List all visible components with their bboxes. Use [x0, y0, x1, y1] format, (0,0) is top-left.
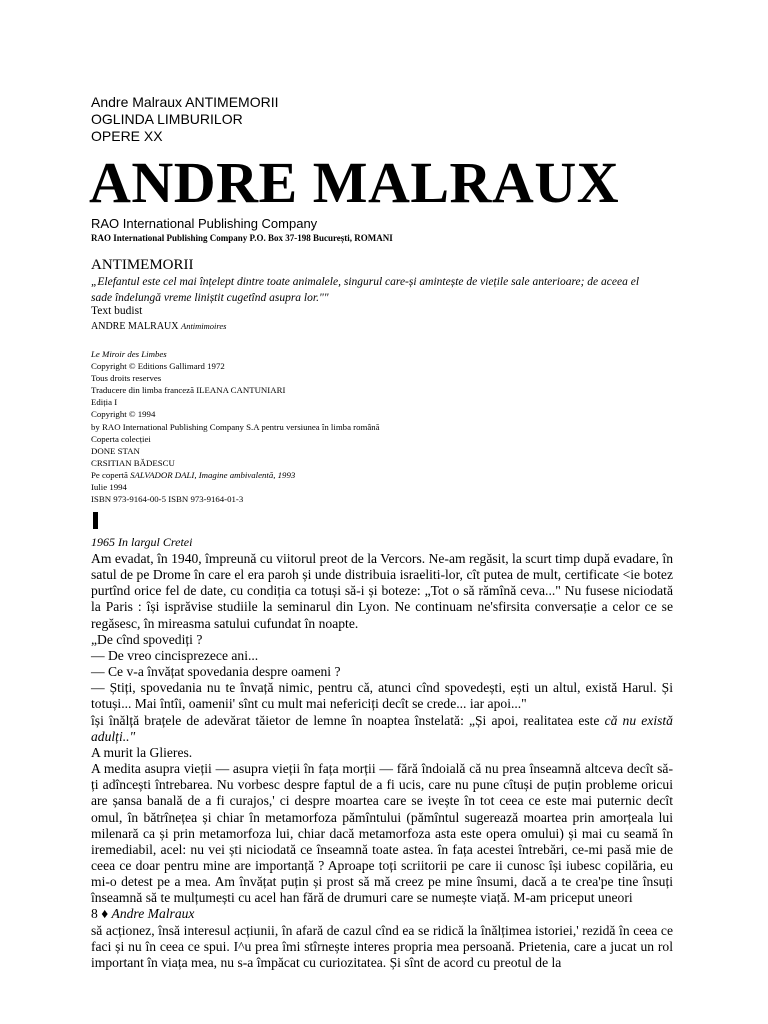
header-line-series: OGLINDA LIMBURILOR: [91, 111, 243, 127]
publisher-address: RAO International Publishing Company P.O. Box 37-198 București, ROMANI: [91, 233, 393, 243]
dialogue-line: — De vreo cincisprezece ani...: [91, 647, 259, 663]
colophon-line: Ediția I: [91, 397, 118, 408]
dialogue-line: — Ce v-a învățat spovedania despre oameni ?: [91, 664, 341, 680]
colophon-line: DONE STAN: [91, 445, 140, 456]
colophon-line: Copyright © Editions Gallimard 1972: [91, 361, 225, 372]
header-line-volume: OPERE XX: [91, 128, 163, 144]
colophon-line: CRSITIAN BĂDESCU: [91, 457, 175, 468]
chapter-subtitle: 1965 In largul Cretei: [91, 535, 193, 549]
colophon-line: by RAO International Publishing Company S.A pentru versiunea în limba română: [91, 421, 380, 432]
epigraph-quote: „Elefantul este cel mai înțelept dintre toate animalele, singurul care-și amintește de viețile sale anterioare; de aceea el sade îndelungă vreme liniștit cugetînd asupra lor."": [91, 276, 640, 304]
epigraph-author: ANDRE MALRAUX: [91, 321, 179, 332]
paragraph: A murit la Glieres.: [91, 744, 193, 760]
header-line-author-title: Andre Malraux ANTIMEMORII: [91, 94, 279, 110]
epigraph-source: Text budist: [91, 305, 143, 317]
author-title-heading: ANDRE MALRAUX: [89, 150, 620, 215]
running-footer: [91, 906, 673, 922]
running-author: Andre Malraux: [111, 906, 195, 922]
colophon-line: Traducere din limba franceză ILEANA CANTUNIARI: [91, 385, 286, 396]
page-number: 8 ♦: [91, 906, 112, 922]
paragraph: să acționez, însă interesul acțiunii, în afară de cazul cînd ea se ridică la înălțimea istoriei,' rezidă în ceea ce faci și nu în ceea ce spui. I^u prea îmi stîrnește interes propria mea persoană. Prietenia, care a jucat un rol important în viața mea, nu s-a împăcat cu curiozitatea. Și sînt de acord cu preotul de la: [91, 922, 673, 970]
paragraph: Am evadat, în 1940, împreună cu viitorul preot de la Vercors. Ne-am regăsit, la scurt timp după evadare, în satul de pe Drome în care el era paroh și unde distribuia israeliti-lor, cît putea de mult, certificate <ie botez purtînd orice fel de date, cu condiția ca totuși să-i și boteze: „Tot o să rămînă ceva..." Nu fusese niciodată la Paris : își isprăvise studiile la seminarul din Lyon. Ne continuam ne'sfirsita conversație a celor ce se regăsesc, în mireasma satului cufundat în noapte.: [91, 551, 673, 631]
paragraph-text: își înălță brațele de adevărat tăietor de lemne în noaptea înstelată: „Și apoi, realitatea este: [91, 712, 605, 728]
colophon-isbn: ISBN 973-9164-00-5 ISBN 973-9164-01-3: [91, 494, 244, 505]
epigraph-attribution: [91, 320, 227, 333]
paragraph: [91, 713, 673, 745]
dialogue-line: „De cînd spovediți ?: [91, 631, 203, 647]
colophon-line: Coperta colecției: [91, 433, 151, 444]
colophon-cover-line: [91, 469, 380, 481]
colophon-line: Tous droits reserves: [91, 373, 162, 384]
body-text: [91, 551, 673, 971]
paragraph: A medita asupra vieții — asupra vieții în fața morții — fără îndoială că nu prea înseamnă altceva decît să-ți adîncești întrebarea. Nu vorbesc despre faptul de a fi ucis, care nu pune cîtuși de puțin probleme oricui are șansa banală de a fi curajos,' ci despre moartea care se ivește în tot ceea ce este mai puternic decît omul, în bătrînețea și chiar în metamorfoza pămîntului (pămîntul sugerează moartea prin amorțeala lui milenară ca și prin metamorfoza lui, chiar dacă metamorfoza asta este opera omului) și mai cu seamă în iremediabil, acel: nu vei ști niciodată ce înseamnă toate astea. în fața acestei întrebări, ce-mi pasă mie de ceea ce doar pentru mine are importanță ? Aproape toți scriitorii pe care ii cunosc își iubesc copilăria, eu mi-o detest pe a mea. Am învățat puțin și prost să mă creez pe mine însumi, dacă a te crea'pe tine însuți înseamnă să te mulțumești cu acel han fără de drumuri care se numește viață. M-am priceput uneori: [91, 761, 673, 906]
paragraph-italic-text: că nu există adulți..": [91, 712, 673, 744]
colophon-date: Iulie 1994: [91, 482, 127, 493]
epigraph-work: Antimimoires: [181, 321, 227, 331]
publisher-name: RAO International Publishing Company: [91, 216, 318, 231]
colophon: [91, 348, 380, 505]
dialogue-line: — Știți, spovedania nu te învață nimic, pentru că, atunci cînd spovedești, ești un altul, există Harul. Și totuși... Mai întîi, oamenii' sînt cu mult mai nefericiți decît se crede... iar apoi...": [91, 680, 673, 712]
colophon-original-title: Le Miroir des Limbes: [91, 349, 167, 359]
colophon-cover-art: SALVADOR DALI, Imagine ambivalentă, 1993: [130, 469, 296, 480]
colophon-cover-prefix: Pe copertă: [91, 469, 128, 480]
book-title: ANTIMEMORII: [91, 257, 194, 273]
chapter-number-mark: [93, 512, 98, 529]
colophon-line: Copyright © 1994: [91, 409, 156, 420]
